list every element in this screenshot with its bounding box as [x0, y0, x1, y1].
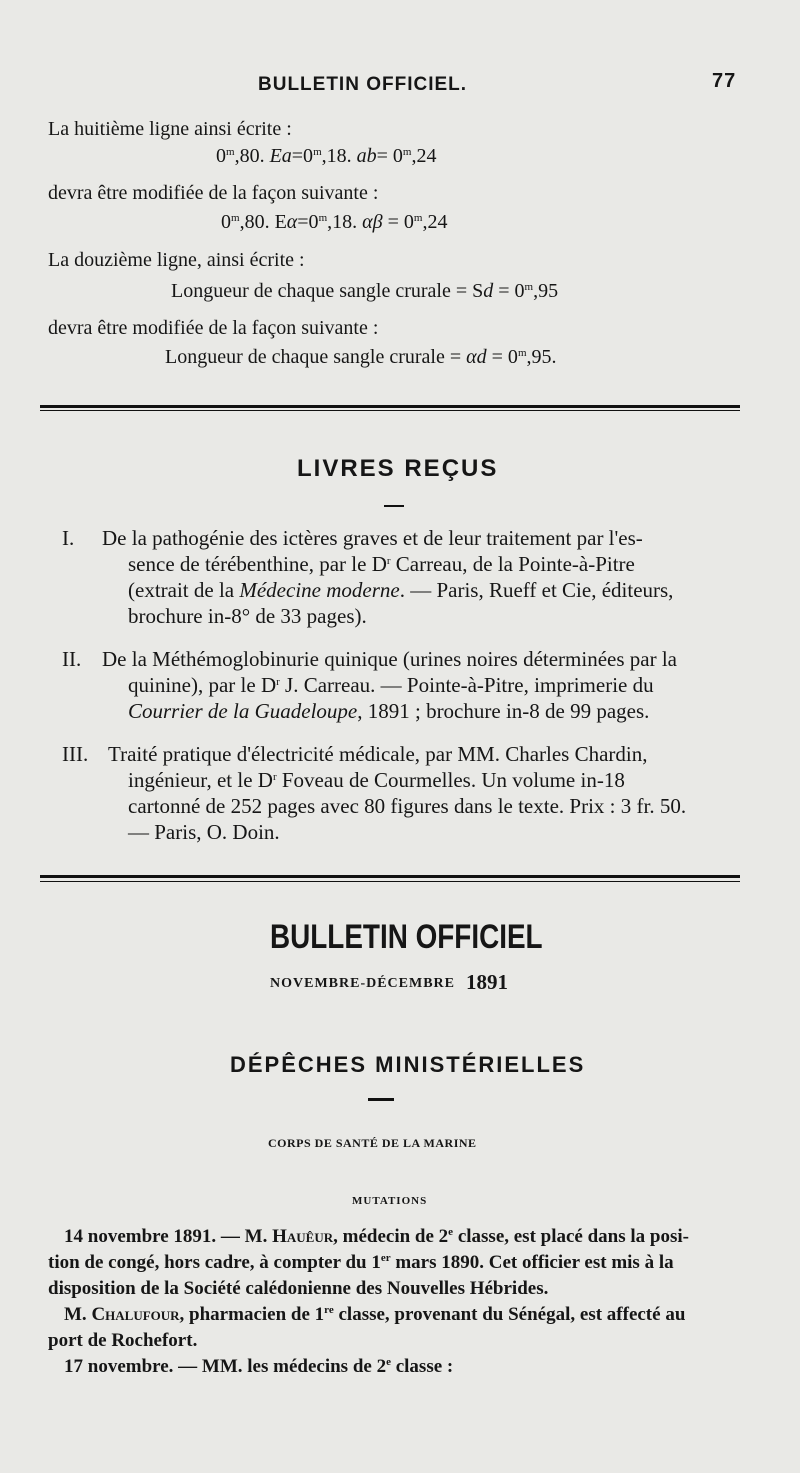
correction-line-5: La douzième ligne, ainsi écrite : [48, 249, 305, 271]
bulletin-months: NOVEMBRE-DÉCEMBRE [270, 976, 456, 991]
item-line: — Paris, O. Doin. [128, 820, 280, 844]
section-rule-thin [40, 881, 740, 882]
running-header-title: BULLETIN OFFICIEL. [258, 74, 468, 95]
mutations-heading: MUTATIONS [352, 1195, 428, 1207]
section-heading: DÉPÊCHES MINISTÉRIELLES [230, 1052, 586, 1077]
section-rule [40, 405, 740, 408]
livres-heading: LIVRES REÇUS [297, 455, 499, 482]
corps-heading: CORPS DE SANTÉ DE LA MARINE [268, 1136, 477, 1150]
item-line: Traité pratique d'électricité médicale, par MM. Charles Chardin, [108, 742, 648, 766]
item-line: quinine), par le $D^r$ J. Carreau. — Pointe-à-Pitre, imprimerie du [128, 673, 654, 697]
bulletin-year: 1891 [466, 970, 508, 994]
item-line: cartonné de 252 pages avec 80 figures dans le texte. Prix : 3 fr. 50. [128, 794, 687, 818]
section-rule [40, 875, 740, 878]
correction-formula-3: Longueur de chaque sangle crurale = $Sd = 0^m,95$ [171, 280, 559, 302]
correction-line-7: devra être modifiée de la façon suivante : [48, 317, 379, 339]
mutation-line: 14 novembre 1891. — M. Hauêur, médecin de 2e classe, est placé dans la posi- [64, 1226, 689, 1247]
mutation-line: M. Chalufour, pharmacien de 1re classe, provenant du Sénégal, est affecté au [64, 1304, 686, 1325]
item-number: II. [62, 647, 82, 671]
item-number: I. [62, 526, 75, 550]
correction-line-1: La huitième ligne ainsi écrite : [48, 118, 292, 140]
item-line: sence de térébenthine, par le $D^r$ Carreau, de la Pointe-à-Pitre [128, 552, 635, 576]
section-rule-thin [40, 410, 740, 411]
heading-dash [368, 1098, 394, 1101]
item-line: (extrait de la Médecine moderne. — Paris, Rueff et Cie, éditeurs, [128, 578, 674, 602]
mutation-line: tion de congé, hors cadre, à compter du 1er mars 1890. Cet officier est mis à la [48, 1252, 674, 1273]
heading-dash [384, 505, 404, 507]
item-number: III. [62, 742, 89, 766]
page-number: 77 [712, 70, 737, 92]
mutation-line: disposition de la Société calédonienne des Nouvelles Hébrides. [48, 1278, 549, 1299]
correction-formula-2: 0$^m$,80. $E\alpha=0^m,18$. $\alpha\beta = 0^m,24$ [221, 211, 448, 233]
correction-formula-4: Longueur de chaque sangle crurale = $\alpha d = 0^m,95$. [165, 346, 557, 368]
item-line: De la Méthémoglobinurie quinique (urines noires déterminées par la [102, 647, 677, 671]
bulletin-title: BULLETIN OFFICIEL [270, 918, 543, 956]
correction-line-3: devra être modifiée de la façon suivante : [48, 182, 379, 204]
item-line: brochure in-8° de 33 pages). [128, 604, 367, 628]
mutation-line: port de Rochefort. [48, 1330, 198, 1351]
item-line: De la pathogénie des ictères graves et de leur traitement par l'es- [102, 526, 643, 550]
item-line: Courrier de la Guadeloupe, 1891 ; brochure in-8 de 99 pages. [128, 699, 650, 723]
correction-formula-1: 0$^m$,80. $Ea=0^m,18$. $ab= 0^m,24$ [216, 145, 437, 167]
mutation-line: 17 novembre. — MM. les médecins de 2e classe : [64, 1356, 454, 1377]
item-line: ingénieur, et le $D^r$ Foveau de Courmelles. Un volume in-18 [128, 768, 625, 792]
